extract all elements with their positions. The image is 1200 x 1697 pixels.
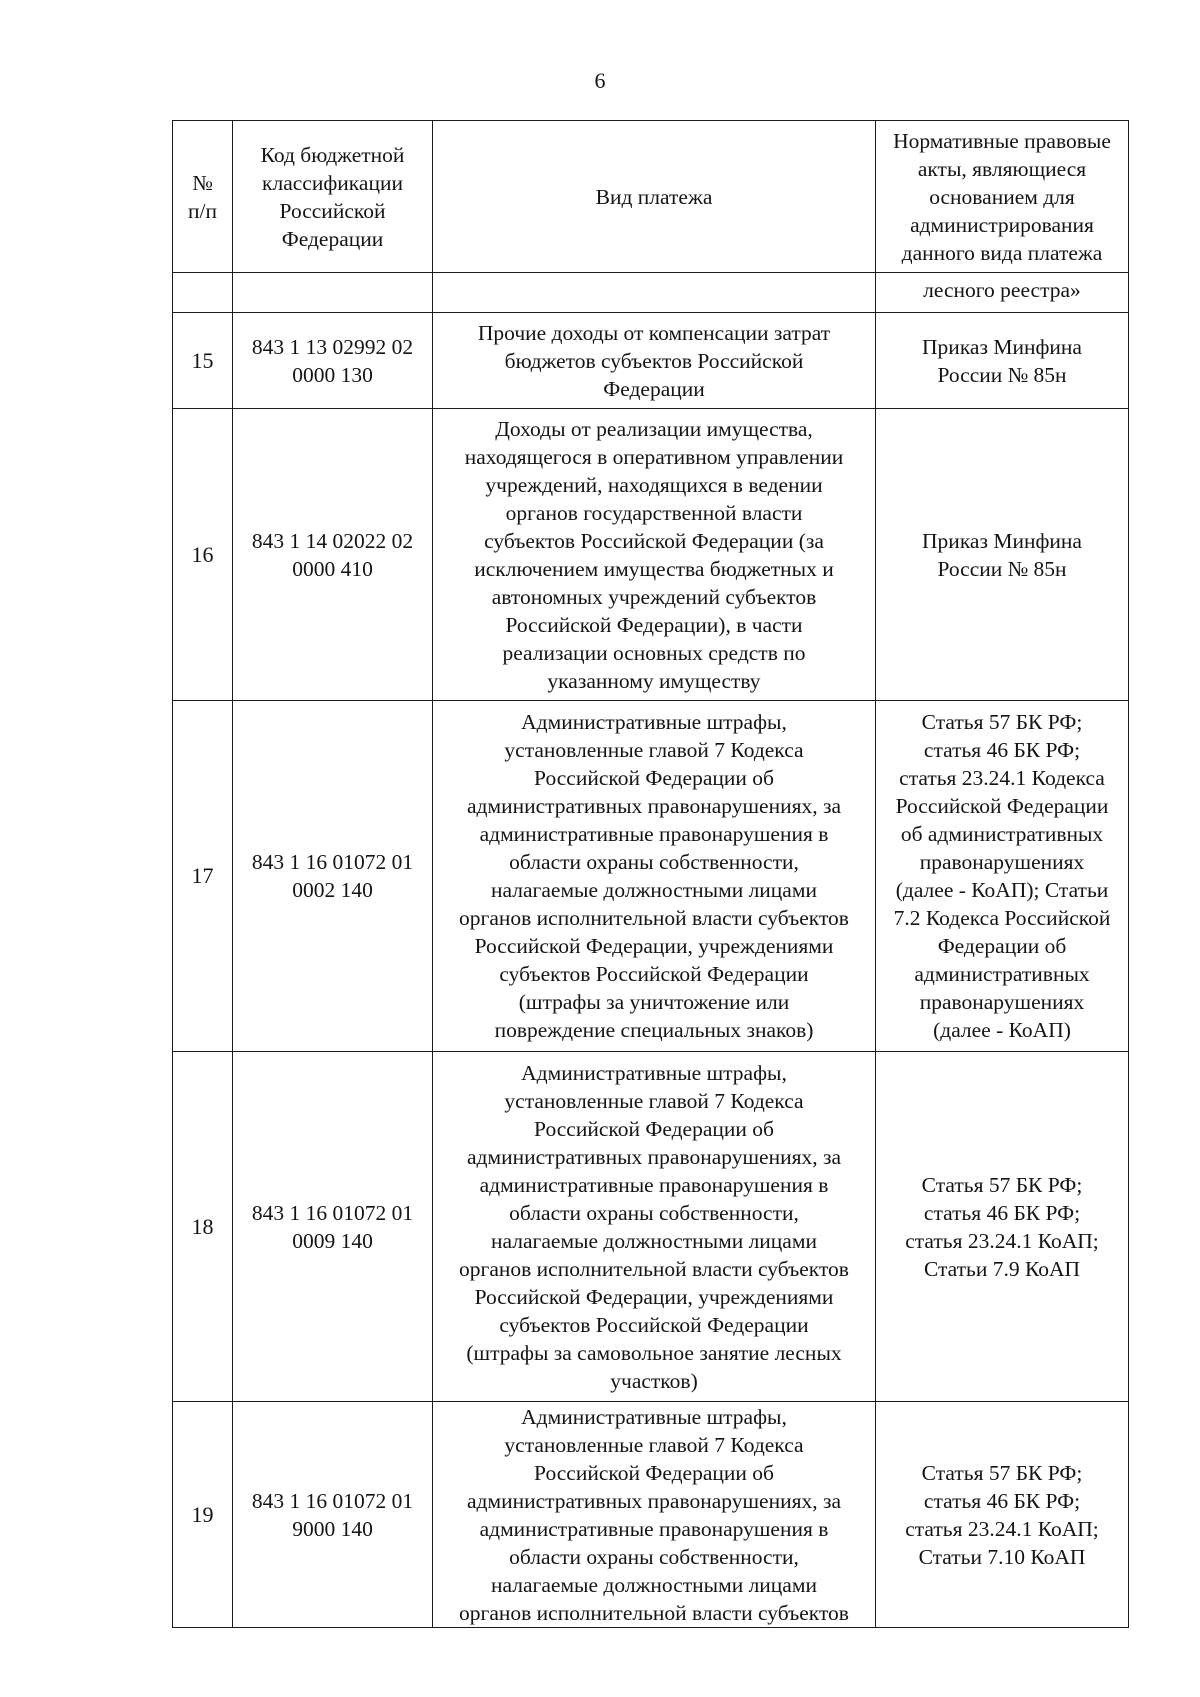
text-line: статья 23.24.1 Кодекса [899,766,1105,790]
text-line: Российской Федерации, учреждениями [474,934,834,958]
continuation-acts-cell [876,273,1129,313]
continuation-num-cell [173,273,233,313]
text-line: налагаемые должностными лицами [491,1228,817,1253]
payment-type-cell [433,1052,876,1402]
table-row [173,1052,1129,1402]
header-num [173,121,233,273]
text-line: Российской Федерации), в части [505,612,803,637]
text-line: Российской [279,198,386,223]
text-line: правонарушениях [919,850,1085,874]
text-line: органов исполнительной власти субъектов [459,906,849,930]
text-line: (далее - КоАП); Статьи [895,878,1109,902]
text-line: органов исполнительной власти субъектов [459,1600,849,1625]
text-line: статья 46 БК РФ; [923,1488,1081,1513]
legal-acts-cell [876,1052,1129,1402]
text-line: административных [914,962,1090,986]
budget-code-cell [233,701,433,1052]
payment-type-cell [433,1402,876,1628]
text-line: Российской Федерации, учреждениями [474,1284,834,1309]
text-line: налагаемые должностными лицами [491,878,817,902]
text-line: субъектов Российской Федерации (за [484,528,824,553]
text-line: России № 85н [937,556,1067,581]
text-line: установленные главой 7 Кодекса [504,738,804,762]
text-line: административных правонарушениях, за [466,794,842,818]
budget-classification-table [172,120,1129,1628]
text-line: Федерации об [937,934,1067,958]
text-line: статья 23.24.1 КоАП; [905,1228,1099,1253]
text-line: исключением имущества бюджетных и [474,556,834,581]
text-line: области охраны собственности, [509,850,799,874]
text-line: Федерации [603,376,705,401]
text-line: Статья 57 БК РФ; [921,1460,1083,1485]
text-line: Российской Федерации об [534,1116,774,1141]
text-line: статья 23.24.1 КоАП; [905,1516,1099,1541]
text-line: бюджетов субъектов Российской [504,348,804,373]
text-line: России № 85н [937,362,1067,387]
text-line: административных правонарушениях, за [466,1488,842,1513]
payment-type-cell [433,701,876,1052]
text-line: 843 1 16 01072 01 [251,850,414,874]
text-line: автономных учреждений субъектов [491,584,817,609]
text-line: 843 1 13 02992 02 [251,334,414,359]
text-line: Административные штрафы, [521,1404,787,1429]
text-line: классификации [262,170,403,195]
text-line: учреждений, находящихся в ведении [485,472,823,497]
text-line: реализации основных средств по [502,640,806,665]
row-number-cell: 15 [173,313,233,409]
text-line: указанному имуществу [547,668,761,693]
continuation-row [173,273,1129,313]
text-line: Статья 57 БК РФ; [921,1172,1083,1197]
text-line: основанием для [929,184,1075,209]
text-line: Вид платежа [595,184,713,209]
text-line: № [192,170,213,195]
text-line: Приказ Минфина [922,528,1082,553]
page-number: 6 [594,68,606,93]
text-line: административных правонарушениях, за [466,1144,842,1169]
text-line: (далее - КоАП) [933,1018,1071,1042]
text-line: установленные главой 7 Кодекса [504,1088,804,1113]
table-row [173,409,1129,701]
text-line: лесного реестра» [923,278,1081,302]
continuation-code-cell [233,273,433,313]
row-number-cell: 18 [173,1052,233,1402]
text-line: административные правонарушения в [479,822,829,846]
text-line: администрирования [910,212,1094,237]
text-line: повреждение специальных знаков) [494,1018,814,1042]
table-row [173,701,1129,1052]
text-line: Доходы от реализации имущества, [495,416,813,441]
text-line: административные правонарушения в [479,1516,829,1541]
text-line: участков) [610,1368,698,1393]
header-code [233,121,433,273]
budget-code-cell [233,409,433,701]
text-line: 7.2 Кодекса Российской [893,906,1111,930]
table-row [173,313,1129,409]
legal-acts-cell [876,1402,1129,1628]
text-line: Административные штрафы, [521,710,787,734]
text-line: области охраны собственности, [509,1544,799,1569]
budget-code-cell [233,313,433,409]
text-line: (штрафы за уничтожение или [518,990,790,1014]
text-line: Российской Федерации об [534,766,774,790]
text-line: административные правонарушения в [479,1172,829,1197]
text-line: Российской Федерации об [534,1460,774,1485]
text-line: Федерации [281,226,384,251]
text-line: Нормативные правовые [893,128,1111,153]
continuation-type-cell [433,273,876,313]
text-line: органов государственной власти [505,500,803,525]
text-line: Код бюджетной [260,142,405,167]
text-line: 0002 140 [292,878,373,902]
text-line: Статья 57 БК РФ; [921,710,1083,734]
table-body [173,121,1129,1628]
text-line: статья 46 БК РФ; [923,738,1081,762]
text-line: 843 1 16 01072 01 [251,1200,414,1225]
text-line: Статьи 7.10 КоАП [918,1544,1086,1569]
row-number-cell: 16 [173,409,233,701]
text-line: правонарушениях [919,990,1085,1014]
text-line: Административные штрафы, [521,1060,787,1085]
legal-acts-cell [876,409,1129,701]
text-line: 843 1 14 02022 02 [251,528,414,553]
text-line: субъектов Российской Федерации [499,1312,809,1337]
text-line: Прочие доходы от компенсации затрат [477,320,831,345]
legal-acts-cell [876,701,1129,1052]
text-line: установленные главой 7 Кодекса [504,1432,804,1457]
header-acts [876,121,1129,273]
budget-code-cell [233,1402,433,1628]
text-line: области охраны собственности, [509,1200,799,1225]
text-line: об административных [900,822,1104,846]
text-line: 0000 130 [292,362,373,387]
header-type [433,121,876,273]
legal-acts-cell [876,313,1129,409]
text-line: акты, являющиеся [917,156,1087,181]
text-line: данного вида платежа [901,240,1103,265]
text-line: Российской Федерации [895,794,1109,818]
payment-type-cell [433,313,876,409]
text-line: Статьи 7.9 КоАП [923,1256,1081,1281]
text-line: Приказ Минфина [922,334,1082,359]
text-line: статья 46 БК РФ; [923,1200,1081,1225]
text-line: 0009 140 [292,1228,373,1253]
text-line: налагаемые должностными лицами [491,1572,817,1597]
payment-type-cell [433,409,876,701]
table-row [173,1402,1129,1628]
text-line: органов исполнительной власти субъектов [459,1256,849,1281]
text-line: 9000 140 [292,1516,373,1541]
budget-code-cell [233,1052,433,1402]
text-line: п/п [188,198,217,223]
text-line: 843 1 16 01072 01 [251,1488,414,1513]
table-header-row [173,121,1129,273]
text-line: (штрафы за самовольное занятие лесных [466,1340,842,1365]
text-line: находящегося в оперативном управлении [464,444,844,469]
row-number-cell: 19 [173,1402,233,1628]
text-line: субъектов Российской Федерации [499,962,809,986]
row-number-cell: 17 [173,701,233,1052]
text-line: 0000 410 [292,556,373,581]
